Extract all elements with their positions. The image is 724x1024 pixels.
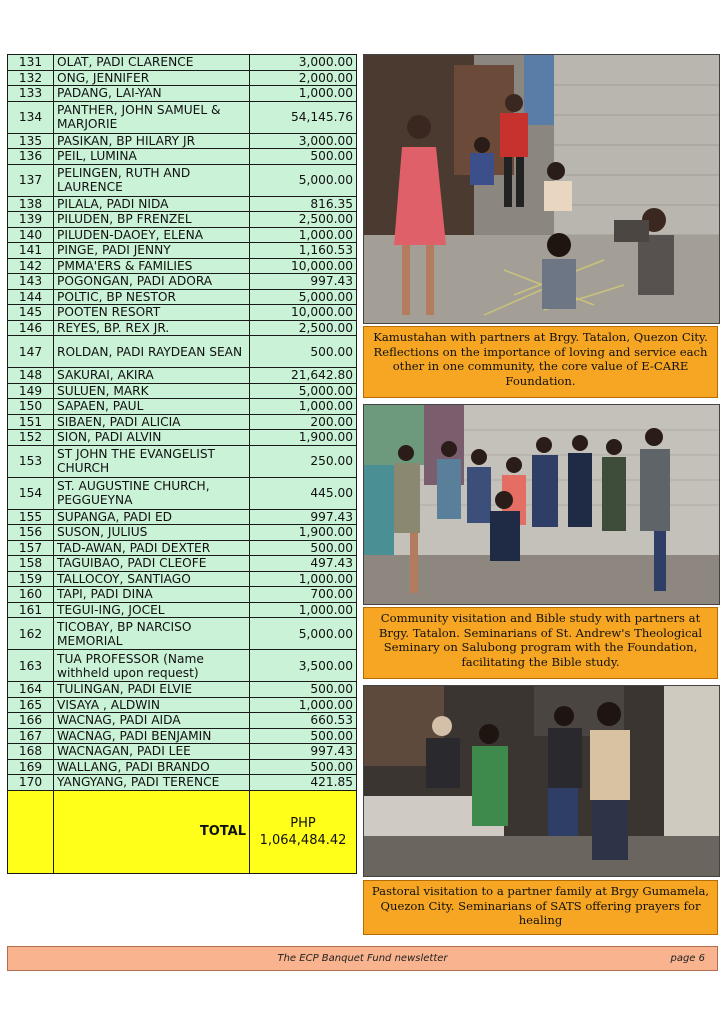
donor-amount: 1,900.00 xyxy=(250,525,357,541)
donor-number: 146 xyxy=(8,320,54,336)
donor-row xyxy=(8,212,357,228)
donor-number: 142 xyxy=(8,258,54,274)
donor-name: PELINGEN, RUTH AND LAURENCE xyxy=(54,164,250,196)
donor-name: OLAT, PADI CLARENCE xyxy=(54,55,250,71)
donor-name: REYES, BP. REX JR. xyxy=(54,320,250,336)
donor-amount: 997.43 xyxy=(250,509,357,525)
donor-number: 143 xyxy=(8,274,54,290)
donor-row xyxy=(8,525,357,541)
donor-row xyxy=(8,305,357,321)
donor-number: 152 xyxy=(8,430,54,446)
donor-amount: 1,000.00 xyxy=(250,227,357,243)
donor-number: 139 xyxy=(8,212,54,228)
donor-amount: 500.00 xyxy=(250,149,357,165)
donor-table xyxy=(7,54,357,874)
donor-row xyxy=(8,274,357,290)
donor-number: 149 xyxy=(8,383,54,399)
caption-pastoral-visitation: Pastoral visitation to a partner family at Brgy Gumamela, Quezon City. Seminarians of SATS offering prayers for healing xyxy=(363,880,718,935)
donor-number: 164 xyxy=(8,682,54,698)
donor-amount: 5,000.00 xyxy=(250,289,357,305)
donor-amount: 500.00 xyxy=(250,759,357,775)
donor-name: SUPANGA, PADI ED xyxy=(54,509,250,525)
donor-amount: 3,000.00 xyxy=(250,55,357,71)
donor-amount: 54,145.76 xyxy=(250,101,357,133)
donor-row xyxy=(8,509,357,525)
donor-amount: 1,900.00 xyxy=(250,430,357,446)
donor-amount: 2,500.00 xyxy=(250,212,357,228)
donor-name: TAGUIBAO, PADI CLEOFE xyxy=(54,556,250,572)
donor-name: VISAYA , ALDWIN xyxy=(54,697,250,713)
donor-number: 147 xyxy=(8,336,54,368)
donor-amount: 250.00 xyxy=(250,445,357,477)
donor-amount: 10,000.00 xyxy=(250,305,357,321)
donor-number: 167 xyxy=(8,728,54,744)
donor-name: ST. AUGUSTINE CHURCH, PEGGUEYNA xyxy=(54,477,250,509)
donor-amount: 700.00 xyxy=(250,587,357,603)
donor-name: PMMA'ERS & FAMILIES xyxy=(54,258,250,274)
donor-number: 135 xyxy=(8,133,54,149)
donor-amount: 660.53 xyxy=(250,713,357,729)
donor-name: PILALA, PADI NIDA xyxy=(54,196,250,212)
caption-community-visitation: Community visitation and Bible study with partners at Brgy. Tatalon. Seminarians of St. Andrew's Theological Seminary on Salubong program with the Foundation, facilitating the Bible study. xyxy=(363,607,718,679)
donor-number: 157 xyxy=(8,540,54,556)
donor-row xyxy=(8,227,357,243)
donor-row xyxy=(8,86,357,102)
donor-amount: 5,000.00 xyxy=(250,164,357,196)
donor-number: 155 xyxy=(8,509,54,525)
donor-amount: 1,000.00 xyxy=(250,697,357,713)
donor-amount: 421.85 xyxy=(250,775,357,791)
total-label: TOTAL xyxy=(54,790,250,873)
donor-name: TEGUI-ING, JOCEL xyxy=(54,602,250,618)
donor-name: YANGYANG, PADI TERENCE xyxy=(54,775,250,791)
publication-name: The ECP Banquet Fund newsletter xyxy=(277,953,448,964)
donor-number: 158 xyxy=(8,556,54,572)
donor-row xyxy=(8,399,357,415)
donor-name: SION, PADI ALVIN xyxy=(54,430,250,446)
donor-amount: 497.43 xyxy=(250,556,357,572)
donor-row xyxy=(8,477,357,509)
donor-amount: 1,000.00 xyxy=(250,571,357,587)
donor-row xyxy=(8,587,357,603)
donor-number: 168 xyxy=(8,744,54,760)
donor-number: 136 xyxy=(8,149,54,165)
donor-name: PINGE, PADI JENNY xyxy=(54,243,250,259)
donor-number: 141 xyxy=(8,243,54,259)
donor-row xyxy=(8,164,357,196)
donor-row xyxy=(8,602,357,618)
photo-pastoral-visitation xyxy=(363,685,720,877)
donor-name: PEIL, LUMINA xyxy=(54,149,250,165)
donor-row xyxy=(8,101,357,133)
donor-name: PANTHER, JOHN SAMUEL & MARJORIE xyxy=(54,101,250,133)
donor-name: SIBAEN, PADI ALICIA xyxy=(54,414,250,430)
donor-row xyxy=(8,258,357,274)
total-amount: 1,064,484.42 xyxy=(259,832,347,848)
donor-amount: 3,000.00 xyxy=(250,133,357,149)
donor-name: WACNAGAN, PADI LEE xyxy=(54,744,250,760)
photo-community-visitation xyxy=(363,404,720,605)
donor-amount: 5,000.00 xyxy=(250,383,357,399)
donor-row xyxy=(8,445,357,477)
donor-number: 151 xyxy=(8,414,54,430)
donor-row xyxy=(8,414,357,430)
total-amount-cell xyxy=(250,790,357,873)
donor-row xyxy=(8,618,357,650)
donor-number: 137 xyxy=(8,164,54,196)
donor-name: ONG, JENNIFER xyxy=(54,70,250,86)
donor-number: 169 xyxy=(8,759,54,775)
donor-name: TICOBAY, BP NARCISO MEMORIAL xyxy=(54,618,250,650)
donor-name: POOTEN RESORT xyxy=(54,305,250,321)
donor-amount: 500.00 xyxy=(250,682,357,698)
donor-number: 161 xyxy=(8,602,54,618)
donor-number: 140 xyxy=(8,227,54,243)
donor-number: 170 xyxy=(8,775,54,791)
donor-amount: 10,000.00 xyxy=(250,258,357,274)
donor-name: TAD-AWAN, PADI DEXTER xyxy=(54,540,250,556)
caption-kamustahan: Kamustahan with partners at Brgy. Tatalon, Quezon City. Reflections on the importance of loving and service each other in one community, the core value of E-CARE Foundation. xyxy=(363,326,718,398)
donor-number: 138 xyxy=(8,196,54,212)
donor-row xyxy=(8,55,357,71)
donor-row xyxy=(8,383,357,399)
donor-name: PILUDEN, BP FRENZEL xyxy=(54,212,250,228)
page-number: page 6 xyxy=(670,953,705,964)
donor-amount: 500.00 xyxy=(250,540,357,556)
donor-amount: 445.00 xyxy=(250,477,357,509)
donor-row xyxy=(8,149,357,165)
donor-number: 144 xyxy=(8,289,54,305)
donor-name: SAKURAI, AKIRA xyxy=(54,368,250,384)
donor-name: WACNAG, PADI AIDA xyxy=(54,713,250,729)
donor-number: 162 xyxy=(8,618,54,650)
donor-name: SULUEN, MARK xyxy=(54,383,250,399)
donor-row xyxy=(8,196,357,212)
donor-amount: 997.43 xyxy=(250,274,357,290)
donor-number: 154 xyxy=(8,477,54,509)
donor-amount: 1,160.53 xyxy=(250,243,357,259)
donor-name: PADANG, LAI-YAN xyxy=(54,86,250,102)
donor-name: TALLOCOY, SANTIAGO xyxy=(54,571,250,587)
donor-name: TAPI, PADI DINA xyxy=(54,587,250,603)
donor-row xyxy=(8,133,357,149)
donor-name: PASIKAN, BP HILARY JR xyxy=(54,133,250,149)
donor-number: 156 xyxy=(8,525,54,541)
donor-name: ST JOHN THE EVANGELIST CHURCH xyxy=(54,445,250,477)
donor-row xyxy=(8,682,357,698)
donor-number: 131 xyxy=(8,55,54,71)
photo-kamustahan xyxy=(363,54,720,324)
donor-number: 166 xyxy=(8,713,54,729)
donor-name: PILUDEN-DAOEY, ELENA xyxy=(54,227,250,243)
donor-row xyxy=(8,336,357,368)
donor-name: WACNAG, PADI BENJAMIN xyxy=(54,728,250,744)
donor-name: TULINGAN, PADI ELVIE xyxy=(54,682,250,698)
donor-number: 132 xyxy=(8,70,54,86)
donor-row xyxy=(8,289,357,305)
donor-number: 160 xyxy=(8,587,54,603)
donor-amount: 3,500.00 xyxy=(250,650,357,682)
donor-amount: 997.43 xyxy=(250,744,357,760)
donor-number: 163 xyxy=(8,650,54,682)
donor-name: SUSON, JULIUS xyxy=(54,525,250,541)
donor-row xyxy=(8,430,357,446)
total-blank-cell xyxy=(8,790,54,873)
donor-amount: 500.00 xyxy=(250,336,357,368)
donor-row xyxy=(8,713,357,729)
donor-number: 159 xyxy=(8,571,54,587)
donor-number: 150 xyxy=(8,399,54,415)
donor-number: 148 xyxy=(8,368,54,384)
donor-row xyxy=(8,556,357,572)
donor-row xyxy=(8,697,357,713)
donor-number: 134 xyxy=(8,101,54,133)
donor-row xyxy=(8,320,357,336)
donor-row xyxy=(8,243,357,259)
total-row xyxy=(8,790,357,873)
donor-row xyxy=(8,744,357,760)
donor-name: WALLANG, PADI BRANDO xyxy=(54,759,250,775)
donor-amount: 500.00 xyxy=(250,728,357,744)
donor-number: 153 xyxy=(8,445,54,477)
donor-row xyxy=(8,775,357,791)
donor-number: 133 xyxy=(8,86,54,102)
donor-row xyxy=(8,540,357,556)
donor-row xyxy=(8,368,357,384)
donor-name: TUA PROFESSOR (Name withheld upon request) xyxy=(54,650,250,682)
donor-amount: 1,000.00 xyxy=(250,602,357,618)
donor-row xyxy=(8,571,357,587)
total-currency: PHP xyxy=(290,815,316,831)
donor-row xyxy=(8,728,357,744)
donor-amount: 816.35 xyxy=(250,196,357,212)
donor-number: 145 xyxy=(8,305,54,321)
donor-amount: 200.00 xyxy=(250,414,357,430)
donor-row xyxy=(8,70,357,86)
donor-amount: 1,000.00 xyxy=(250,86,357,102)
donor-amount: 5,000.00 xyxy=(250,618,357,650)
donor-name: POGONGAN, PADI ADORA xyxy=(54,274,250,290)
donor-number: 165 xyxy=(8,697,54,713)
donor-amount: 2,500.00 xyxy=(250,320,357,336)
donor-name: SAPAEN, PAUL xyxy=(54,399,250,415)
donor-amount: 2,000.00 xyxy=(250,70,357,86)
footer xyxy=(7,946,718,971)
donor-amount: 21,642.80 xyxy=(250,368,357,384)
donor-row xyxy=(8,650,357,682)
donor-amount: 1,000.00 xyxy=(250,399,357,415)
donor-row xyxy=(8,759,357,775)
donor-name: POLTIC, BP NESTOR xyxy=(54,289,250,305)
donor-name: ROLDAN, PADI RAYDEAN SEAN xyxy=(54,336,250,368)
